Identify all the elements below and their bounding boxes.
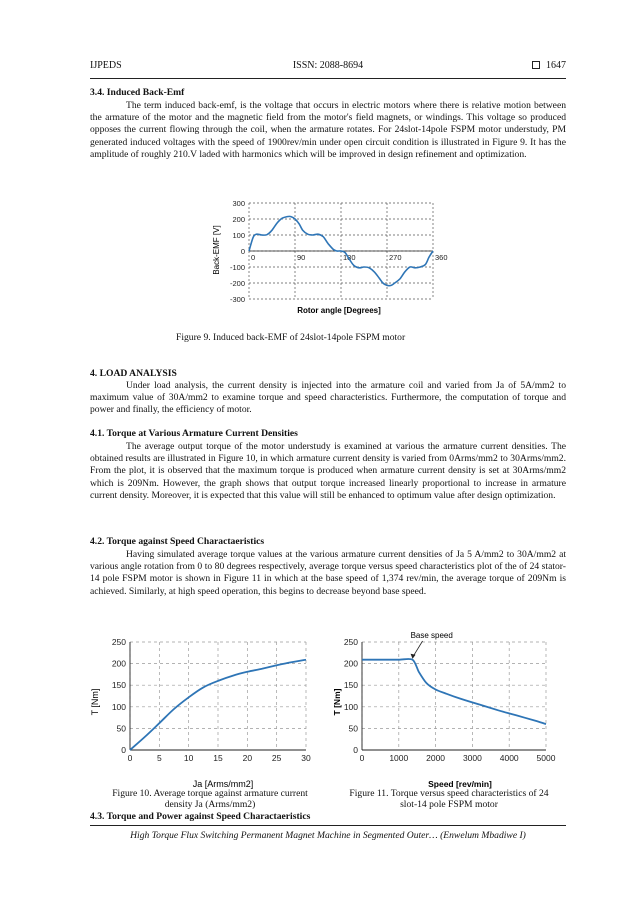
fig9-x-axis-label: Rotor angle [Degrees] (297, 306, 381, 315)
fig11-y-tick-label: 0 (353, 745, 358, 755)
fig11-x-tick-label: 5000 (536, 753, 556, 763)
journal-name: IJPEDS (90, 60, 122, 71)
fig10-x-tick-label: 20 (242, 753, 253, 763)
figure-9-chart (205, 195, 475, 325)
fig10-y-tick-label: 0 (121, 745, 126, 755)
section-4-3-title: 4.3. Torque and Power against Speed Charactaeristics (90, 811, 311, 822)
fig11-annotation: Base speed (410, 632, 453, 640)
fig10-y-axis-label: T [Nm] (90, 688, 100, 716)
fig10-x-tick-label: 0 (127, 753, 133, 763)
fig10-y-tick-label: 250 (111, 637, 126, 647)
fig11-series-line (362, 659, 546, 724)
fig11-annotation-arrow (414, 641, 423, 656)
fig11-x-tick-label: 1000 (389, 753, 409, 763)
issn: ISSN: 2088-8694 (292, 60, 364, 71)
running-footer: High Torque Flux Switching Permanent Magnet Machine in Segmented Outer… (Enwelum Mbadiwe I) (130, 830, 526, 841)
fig11-y-tick-label: 150 (343, 680, 358, 691)
fig9-y-tick-label: -100 (229, 263, 245, 272)
fig11-y-tick-label: 100 (343, 701, 358, 712)
fig10-x-axis-label: Ja [Arms/mm2] (192, 779, 254, 789)
fig9-y-tick-label: 100 (232, 231, 245, 240)
fig11-y-tick-label: 50 (348, 723, 358, 734)
footer-rule (90, 825, 566, 826)
fig10-y-tick-label: 50 (116, 723, 126, 734)
figure-9-caption: Figure 9. Induced back-EMF of 24slot-14pole FSPM motor (176, 332, 406, 343)
fig10-x-tick-label: 5 (156, 753, 162, 763)
figure-10-chart (88, 632, 318, 792)
fig10-x-tick-label: 15 (213, 753, 223, 763)
page-number: 1647 (546, 60, 566, 71)
figure-11-chart (330, 632, 565, 792)
fig11-x-tick-label: 2000 (426, 753, 446, 763)
section-3-4-title: 3.4. Induced Back-Emf (90, 87, 185, 98)
fig9-y-tick-label: 300 (232, 199, 245, 208)
checkbox-square-icon (532, 61, 540, 69)
fig10-y-tick-label: 200 (111, 658, 126, 669)
section-4-1-paragraph: The average output torque of the motor understudy is examined at various the armature current densities. The obtained results are illustrated in Figure 10, in which armature current density is varied from 0Arms/mm2 to 30Arms/mm2. From the plot, it is observed that the maximum torque is produced when armature current density is set at 30Arms/mm2 which is 209Nm. However, the graph shows that output torque increased linearly proportional to increase in armature current density. Moreover, it is expected that this value will still be enhanced to optimum value after design optimization. (90, 441, 566, 501)
fig10-y-tick-label: 150 (111, 680, 126, 691)
section-4-title: 4. LOAD ANALYSIS (90, 368, 177, 379)
section-4-2-title: 4.2. Torque against Speed Charactaeristics (90, 536, 265, 547)
fig9-x-tick-label: 0 (251, 253, 256, 262)
header-rule (90, 78, 566, 79)
fig11-x-tick-label: 4000 (499, 753, 519, 763)
fig10-x-tick-label: 25 (271, 753, 282, 763)
fig9-x-tick-label: 180 (343, 253, 356, 262)
section-4-1-title: 4.1. Torque at Various Armature Current Densities (90, 428, 298, 439)
fig9-x-tick-label: 90 (297, 253, 306, 262)
figure-11-caption: Figure 11. Torque versus speed characteristics of 24 slot-14 pole FSPM motor (349, 788, 549, 810)
fig11-annotation-arrowhead (411, 654, 416, 659)
fig11-y-tick-label: 250 (343, 637, 358, 647)
fig9-y-tick-label: 0 (240, 247, 245, 256)
fig11-x-axis-label: Speed [rev/min] (428, 779, 492, 789)
running-header (90, 60, 566, 74)
fig9-y-tick-label: -300 (229, 295, 245, 304)
fig9-y-axis-label: Back-EMF [V] (212, 225, 221, 275)
figure-10-caption: Figure 10. Average torque against armature current density Ja (Arms/mm2) (112, 788, 308, 810)
fig11-y-axis-label: T [Nm] (332, 688, 342, 716)
section-3-4-paragraph: The term induced back-emf, is the voltage that occurs in electric motors where there is relative motion between the armature of the motor and the magnetic field from the motor's field magnets, or windings. This voltage so produced opposes the current flowing through the coil, when the armature rotates. For 24slot-14pole FSPM motor understudy, PM generated induced voltages with the speed of 1900rev/min under open circuit condition is illustrated in Figure 9. It has the amplitude of roughly 210.V laded with harmonics which will be improved in design refinement and optimization. (90, 100, 566, 160)
fig11-y-tick-label: 200 (343, 658, 358, 669)
fig9-x-tick-label: 270 (389, 253, 402, 262)
section-4-2-paragraph: Having simulated average torque values at the various armature current densities of Ja 5 A/mm2 to 30A/mm2 at various angle rotation from 0 to 80 degrees respectively, average torque versus speed characteristics plot of the of 24 stator-14 pole FSPM motor is shown in Figure 11 in which at the base speed of 1,374 rev/min, the average torque of 209Nm is achieved. Similarly, at high speed operation, this begins to decrease beyond base speed. (90, 549, 566, 597)
fig10-x-tick-label: 30 (301, 753, 311, 763)
section-4-paragraph: Under load analysis, the current density is injected into the armature coil and varied from Ja of 5A/mm2 to maximum value of 30A/mm2 to examine torque and speed characteristics. Furthermore, the computation of torque and power and finally, the efficiency of motor. (90, 380, 566, 416)
fig9-y-tick-label: 200 (232, 215, 245, 224)
fig11-x-tick-label: 3000 (462, 753, 482, 763)
fig11-x-tick-label: 0 (359, 753, 365, 763)
fig9-y-tick-label: -200 (229, 279, 245, 288)
fig10-y-tick-label: 100 (111, 701, 126, 712)
page-number-block (532, 60, 566, 71)
fig10-x-tick-label: 10 (183, 753, 194, 763)
fig9-x-tick-label: 360 (435, 253, 448, 262)
